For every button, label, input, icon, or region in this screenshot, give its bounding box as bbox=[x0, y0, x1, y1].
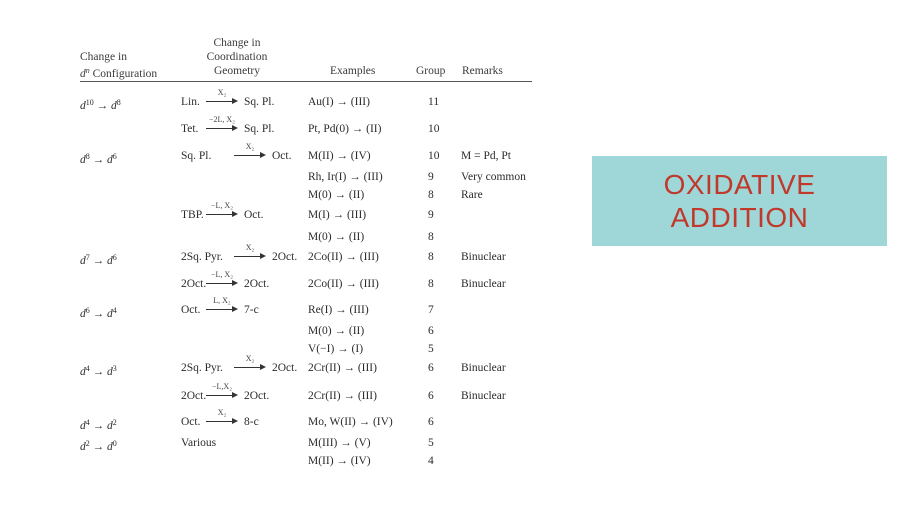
config-from: 6 bbox=[85, 306, 90, 315]
arrow-label: X₂ bbox=[217, 408, 227, 417]
remark: M = Pd, Pt bbox=[461, 150, 511, 162]
example: Pt, Pd(0) → (II) bbox=[308, 123, 382, 135]
arrow-label: L, X₂ bbox=[213, 296, 231, 305]
remark: Binuclear bbox=[461, 362, 506, 374]
config-from: 10 bbox=[85, 98, 94, 107]
example: 2Cr(II) → (III) bbox=[308, 390, 377, 402]
config-change bbox=[80, 416, 117, 433]
config-from: 8 bbox=[85, 152, 90, 161]
geometry-from: 2Oct. bbox=[181, 278, 207, 290]
geometry-from: Oct. bbox=[181, 416, 201, 428]
arrow-head bbox=[232, 280, 238, 286]
group-number: 10 bbox=[428, 123, 440, 135]
geometry-from: 2Sq. Pyr. bbox=[181, 362, 223, 374]
example: M(II) → (IV) bbox=[308, 150, 371, 162]
config-to: 8 bbox=[116, 98, 121, 107]
header-examples: Examples bbox=[330, 65, 376, 77]
remark: Rare bbox=[461, 189, 483, 201]
config-d: d bbox=[80, 100, 86, 112]
config-arrow: → bbox=[89, 366, 107, 378]
geometry-from: Lin. bbox=[181, 96, 200, 108]
config-d: d bbox=[80, 154, 86, 166]
example: Mo, W(II) → (IV) bbox=[308, 416, 393, 428]
geometry-arrow bbox=[234, 142, 266, 163]
config-d: d bbox=[107, 255, 113, 267]
header-config-d: d bbox=[80, 68, 86, 80]
config-arrow: → bbox=[93, 100, 111, 112]
example: M(II) → (IV) bbox=[308, 455, 371, 467]
header-config-line1: Change in bbox=[80, 51, 127, 63]
header-geom-line3: Geometry bbox=[214, 65, 260, 77]
arrow-head bbox=[232, 306, 238, 312]
header-group: Group bbox=[416, 65, 446, 77]
config-arrow: → bbox=[89, 420, 107, 432]
arrow-line bbox=[206, 128, 233, 129]
arrow-line bbox=[206, 283, 233, 284]
geometry-to: 7-c bbox=[244, 304, 259, 316]
example: M(0) → (II) bbox=[308, 189, 365, 201]
group-number: 6 bbox=[428, 325, 434, 337]
header-config-line2 bbox=[80, 64, 157, 81]
header-config bbox=[80, 50, 157, 81]
group-number: 6 bbox=[428, 390, 434, 402]
config-to: 2 bbox=[112, 418, 117, 427]
arrow-head bbox=[260, 152, 266, 158]
title-box bbox=[592, 156, 887, 246]
arrow-line bbox=[206, 101, 233, 102]
arrow-label: −2L, X₂ bbox=[209, 115, 235, 124]
header-remarks: Remarks bbox=[462, 65, 503, 77]
geometry-arrow bbox=[206, 296, 238, 317]
config-from: 4 bbox=[85, 364, 90, 373]
arrow-head bbox=[232, 125, 238, 131]
geometry-arrow bbox=[206, 270, 238, 291]
title-line-2: ADDITION bbox=[670, 202, 809, 233]
geometry-to: 2Oct. bbox=[244, 390, 270, 402]
group-number: 9 bbox=[428, 209, 434, 221]
arrow-line bbox=[206, 309, 233, 310]
arrow-label: −L, X₂ bbox=[211, 270, 233, 279]
arrow-label: X₂ bbox=[217, 88, 227, 97]
example: M(0) → (II) bbox=[308, 231, 365, 243]
example: 2Co(II) → (III) bbox=[308, 251, 379, 263]
geometry-arrow bbox=[206, 408, 238, 429]
config-d: d bbox=[80, 441, 86, 453]
geometry-from: 2Sq. Pyr. bbox=[181, 251, 223, 263]
remark: Binuclear bbox=[461, 278, 506, 290]
config-to: 0 bbox=[112, 439, 117, 448]
arrow-head bbox=[232, 98, 238, 104]
example: 2Cr(II) → (III) bbox=[308, 362, 377, 374]
geometry-to: 8-c bbox=[244, 416, 259, 428]
config-arrow: → bbox=[89, 154, 107, 166]
config-to: 3 bbox=[112, 364, 117, 373]
arrow-line bbox=[234, 367, 261, 368]
group-number: 10 bbox=[428, 150, 440, 162]
geometry-from: Oct. bbox=[181, 304, 201, 316]
group-number: 8 bbox=[428, 251, 434, 263]
config-from: 2 bbox=[85, 439, 90, 448]
geometry-to: 2Oct. bbox=[272, 251, 298, 263]
config-arrow: → bbox=[89, 308, 107, 320]
geometry-to: Sq. Pl. bbox=[244, 96, 275, 108]
geometry-from: TBP. bbox=[181, 209, 204, 221]
config-to: 4 bbox=[112, 306, 117, 315]
example: Au(I) → (III) bbox=[308, 96, 370, 108]
config-from: 7 bbox=[85, 253, 90, 262]
geometry-to: 2Oct. bbox=[244, 278, 270, 290]
header-rule bbox=[80, 81, 532, 82]
arrow-label: X₂ bbox=[245, 243, 255, 252]
example: V(−I) → (I) bbox=[308, 343, 364, 355]
arrow-line bbox=[206, 214, 233, 215]
group-number: 5 bbox=[428, 343, 434, 355]
geometry-from: Tet. bbox=[181, 123, 199, 135]
arrow-head bbox=[232, 211, 238, 217]
group-number: 8 bbox=[428, 231, 434, 243]
arrow-head bbox=[260, 364, 266, 370]
config-d: d bbox=[107, 420, 113, 432]
header-geometry bbox=[198, 36, 276, 78]
arrow-label: X₂ bbox=[245, 354, 255, 363]
geometry-arrow bbox=[206, 115, 238, 136]
geometry-arrow bbox=[234, 243, 266, 264]
config-arrow: → bbox=[89, 255, 107, 267]
config-change bbox=[80, 362, 117, 379]
geometry-arrow bbox=[206, 88, 238, 109]
config-change bbox=[80, 251, 117, 268]
group-number: 7 bbox=[428, 304, 434, 316]
remark: Binuclear bbox=[461, 390, 506, 402]
header-config-n: n bbox=[85, 66, 90, 75]
config-d: d bbox=[80, 366, 86, 378]
example: M(0) → (II) bbox=[308, 325, 365, 337]
group-number: 9 bbox=[428, 171, 434, 183]
example: Rh, Ir(I) → (III) bbox=[308, 171, 383, 183]
config-d: d bbox=[80, 255, 86, 267]
example: Re(I) → (III) bbox=[308, 304, 369, 316]
remark: Binuclear bbox=[461, 251, 506, 263]
group-number: 6 bbox=[428, 416, 434, 428]
config-to: 6 bbox=[112, 152, 117, 161]
arrow-head bbox=[232, 418, 238, 424]
header-geom-line1: Change in bbox=[213, 37, 261, 49]
config-change bbox=[80, 304, 117, 321]
group-number: 11 bbox=[428, 96, 440, 108]
geometry-from: 2Oct. bbox=[181, 390, 207, 402]
header-geom-line2: Coordination bbox=[206, 51, 268, 63]
arrow-head bbox=[232, 392, 238, 398]
geometry-from: Sq. Pl. bbox=[181, 150, 212, 162]
arrow-line bbox=[234, 256, 261, 257]
arrow-label: X₂ bbox=[245, 142, 255, 151]
config-d: d bbox=[80, 308, 86, 320]
geometry-arrow bbox=[206, 382, 238, 403]
example: M(III) → (V) bbox=[308, 437, 371, 449]
remark: Very common bbox=[461, 171, 526, 183]
config-d: d bbox=[111, 100, 117, 112]
arrow-label: −L, X₂ bbox=[211, 201, 233, 210]
geometry-arrow bbox=[234, 354, 266, 375]
config-change bbox=[80, 437, 117, 454]
config-to: 6 bbox=[112, 253, 117, 262]
geometry-to: 2Oct. bbox=[272, 362, 298, 374]
example: 2Co(II) → (III) bbox=[308, 278, 379, 290]
config-from: 4 bbox=[85, 418, 90, 427]
geometry-from: Various bbox=[181, 437, 217, 449]
example: M(I) → (III) bbox=[308, 209, 367, 221]
group-number: 8 bbox=[428, 189, 434, 201]
config-change bbox=[80, 96, 121, 113]
geometry-arrow bbox=[206, 201, 238, 222]
group-number: 6 bbox=[428, 362, 434, 374]
config-d: d bbox=[107, 366, 113, 378]
config-d: d bbox=[107, 154, 113, 166]
group-number: 5 bbox=[428, 437, 434, 449]
arrow-line bbox=[206, 395, 233, 396]
config-d: d bbox=[80, 420, 86, 432]
config-change bbox=[80, 150, 117, 167]
header-config-word: Configuration bbox=[89, 68, 158, 80]
geometry-to: Sq. Pl. bbox=[244, 123, 275, 135]
geometry-to: Oct. bbox=[244, 209, 264, 221]
geometry-to: Oct. bbox=[272, 150, 292, 162]
arrow-head bbox=[260, 253, 266, 259]
arrow-line bbox=[234, 155, 261, 156]
config-arrow: → bbox=[89, 441, 107, 453]
config-d: d bbox=[107, 308, 113, 320]
group-number: 8 bbox=[428, 278, 434, 290]
config-d: d bbox=[107, 441, 113, 453]
title-line-1: OXIDATIVE bbox=[663, 169, 816, 200]
arrow-label: −L,X₂ bbox=[212, 382, 232, 391]
group-number: 4 bbox=[428, 455, 434, 467]
arrow-line bbox=[206, 421, 233, 422]
